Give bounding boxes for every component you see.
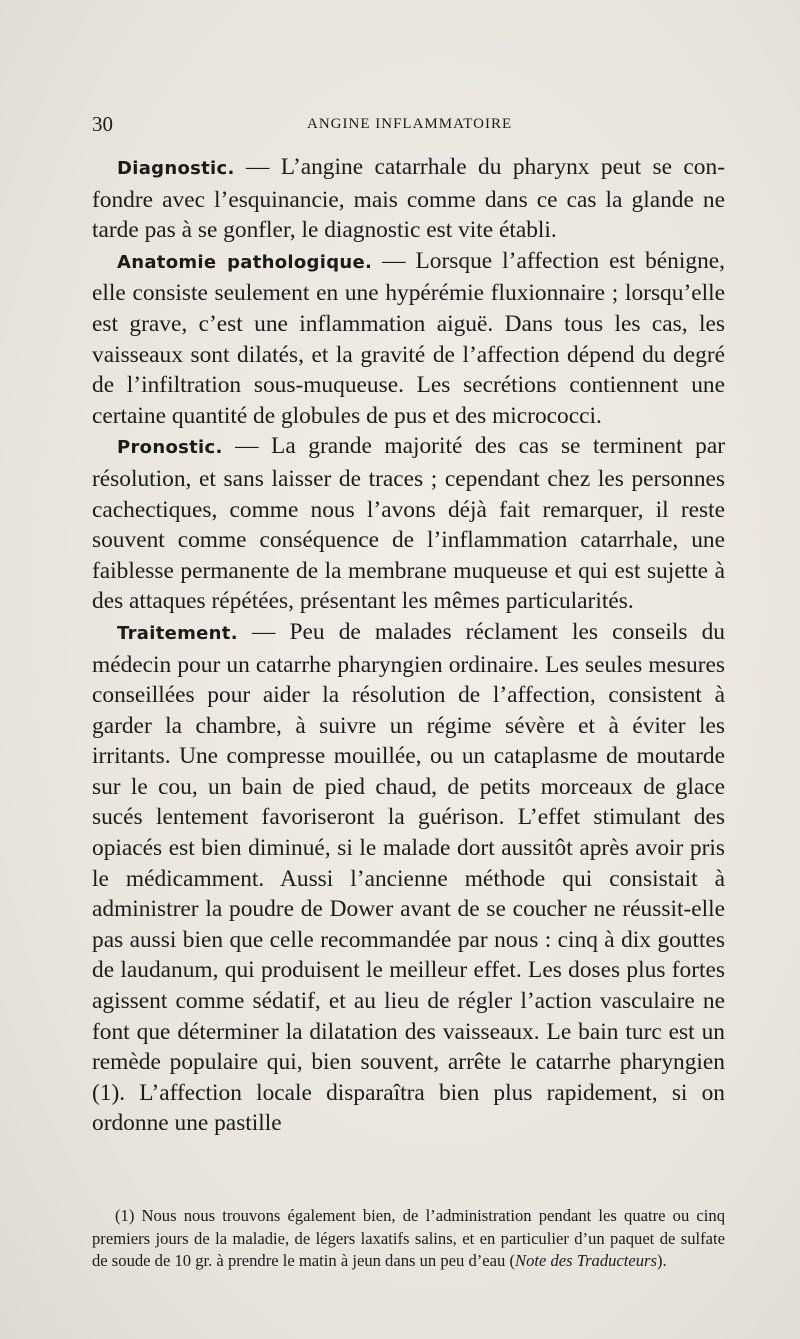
page-number: 30 [92, 112, 113, 136]
paragraph-diagnostic [92, 152, 725, 246]
footnote-text: (1) Nous nous trouvons également bien, de l’administration pendant les quatre ou cinq premiers jours de la maladie, de légers laxatifs salins, et en particulier d’un paquet de sulfate de soude de 10 gr. à prendre le matin à jeun dans un peu d’eau ( [92, 1206, 725, 1271]
paragraph-text: — L’angine catarrhale du pharynx peut se confondre avec l’esquinancie, mais comme dans ce cas la glande ne tarde pas à se gonfler, le diagnostic est vite établi. [92, 154, 725, 244]
paragraph-traitement [92, 617, 725, 1139]
paragraph-anatomie [92, 246, 725, 432]
section-heading-anatomie: Anatomie pathologique. [117, 251, 373, 273]
paragraph-text: — Lorsque l’affection est bénigne, elle consiste seulement en une hypérémie fluxionnaire ; lorsqu’elle est grave, c’est une inflammation aiguë. Dans tous les cas, les vaisseaux sont dilatés, et la gravité de l’affection dépend du degré de l’infiltration sous-muqueuse. Les secrétions contiennent une certaine quantité de globules de pus et des micrococci. [92, 247, 725, 429]
footnote-attribution: Note des Traducteurs [515, 1251, 657, 1271]
footnote [92, 1205, 725, 1273]
section-heading-pronostic: Pronostic. [117, 437, 223, 459]
running-title: ANGINE INFLAMMATOIRE [307, 116, 513, 132]
footnote-end: ). [656, 1251, 667, 1271]
section-heading-diagnostic: Diagnostic. [117, 158, 235, 179]
page-header [92, 112, 727, 142]
paragraph-text: — Peu de malades réclament les conseils du médecin pour un catarrhe pharyngien ordinaire. Les seules mesures conseillées pour aider la résolution de l’affection, consistent à garder la chambre, à suivre un régime sévère et à éviter les irritants. Une compresse mouillée, ou un cataplasme de moutarde sur le cou, un bain de pied chaud, de petits morceaux de glace sucés lentement favoriseront la guérison. L’effet stimulant des opiacés est bien diminué, si le malade dort aussitôt après avoir pris le médicamment. Aussi l’ancienne méthode qui consistait à administrer la poudre de Dower avant de se coucher ne réussit-elle pas aussi bien que celle recommandée par nous : cinq à dix gouttes de laudanum, qui produisent le meilleur effet. Les doses plus fortes agissent comme sédatif, et au lieu de régler l’action vasculaire ne font que déterminer la dilatation des vaisseaux. Le bain turc est un remède populaire qui, bien souvent, arrête le catarrhe pharyngien (1). L’affection locale disparaîtra bien plus rapidement, si on ordonne une pastille [92, 618, 725, 1137]
section-heading-traitement: Traitement. [117, 622, 238, 644]
paragraph-pronostic [92, 431, 725, 617]
paragraph-text: — La grande majorité des cas se terminent par résolution, et sans laisser de traces ; cependant chez les personnes cachectiques, comme nous l’avons déjà fait remarquer, il reste souvent comme conséquence de l’inflammation catarrhale, une faiblesse permanente de la membrane muqueuse et qui est sujette à des attaques répétées, présentant les mêmes particularités. [92, 433, 725, 615]
body-text [92, 152, 725, 1139]
